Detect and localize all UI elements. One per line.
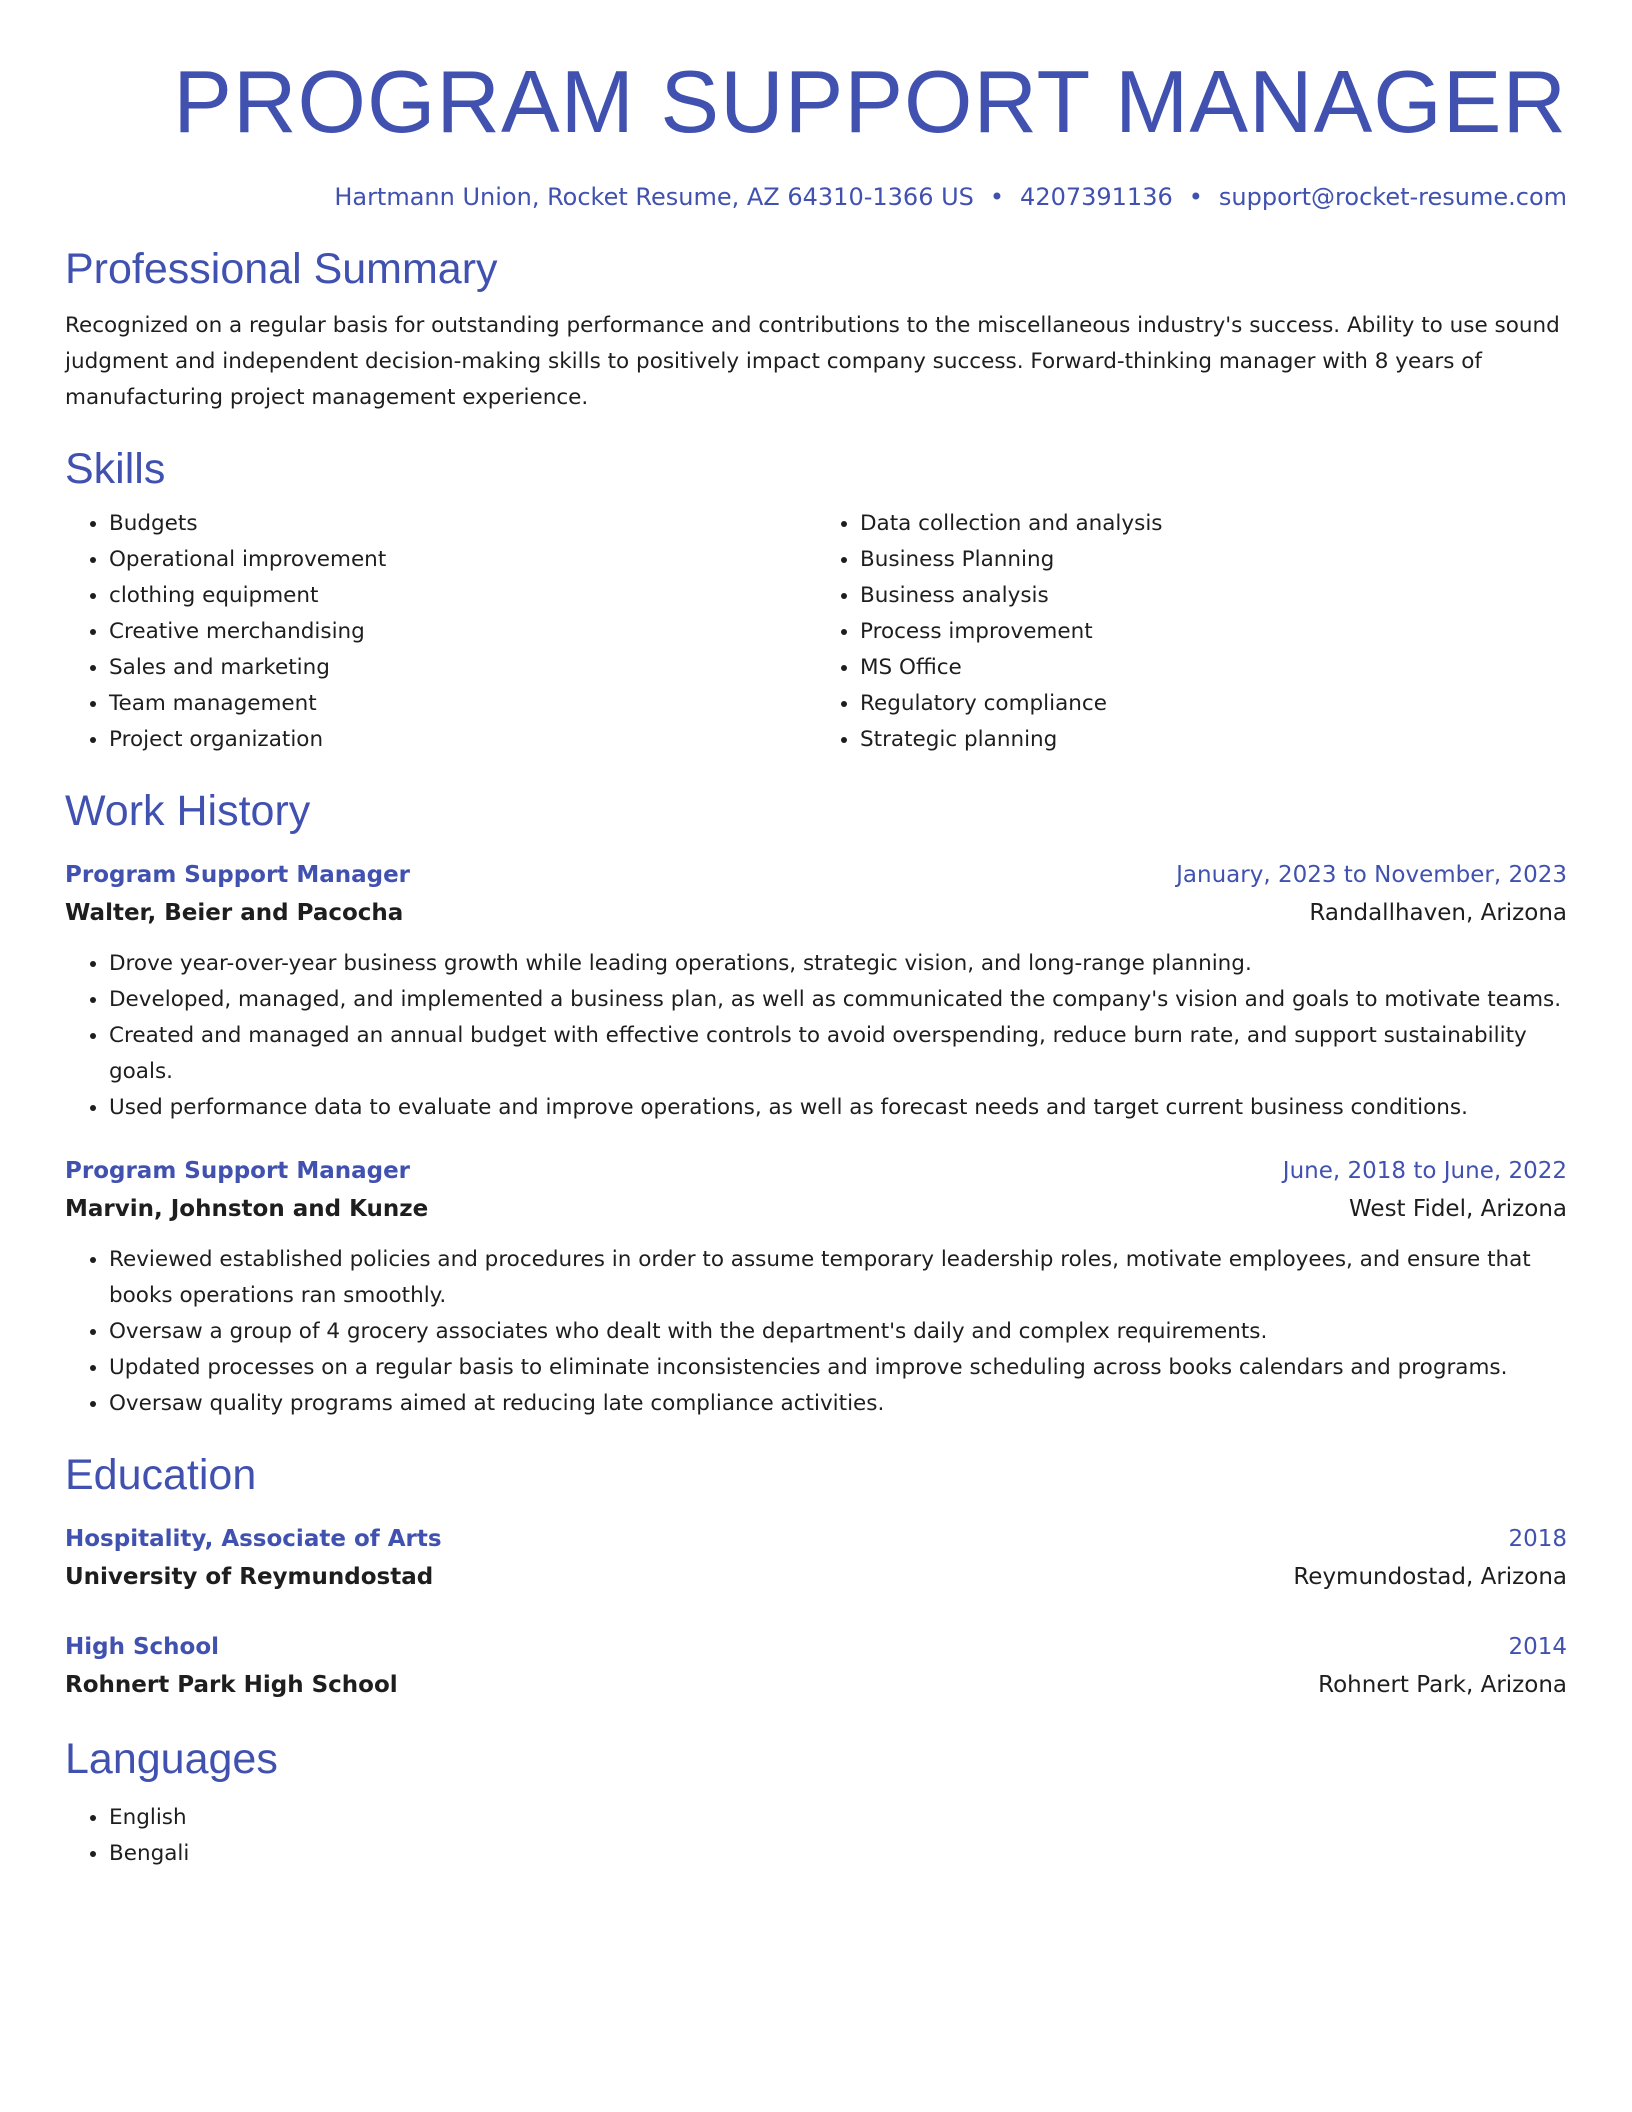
- job-bullet: • Developed, managed, and implemented a business plan, as well as communicated the company's vision and goals to motivate teams.: [109, 982, 1567, 1018]
- education-year: 2018: [1508, 1526, 1567, 1552]
- skill-item: • Budgets: [109, 506, 816, 542]
- job-bullet: • Created and managed an annual budget with effective controls to avoid overspending, reduce burn rate, and support sustainability goals.: [109, 1018, 1567, 1090]
- languages-list: [65, 1800, 1567, 1872]
- skills-column-left: [65, 506, 816, 758]
- job-company-row: [65, 894, 1567, 932]
- skill-item: • Project organization: [109, 722, 816, 758]
- education-heading: Education: [65, 1451, 257, 1499]
- job-location: Randallhaven, Arizona: [1309, 900, 1567, 926]
- job-dates: January, 2023 to November, 2023: [1176, 862, 1567, 888]
- education-school-row: [65, 1666, 1567, 1704]
- skill-item: • Process improvement: [860, 614, 1567, 650]
- job-company: Walter, Beier and Pacocha: [65, 900, 404, 926]
- job-bullet: • Reviewed established policies and procedures in order to assume temporary leadership roles, motivate employees, and ensure that books operations ran smoothly.: [109, 1242, 1567, 1314]
- job-role: Program Support Manager: [65, 862, 411, 888]
- education-degree: High School: [65, 1634, 220, 1660]
- skill-item: • Creative merchandising: [109, 614, 816, 650]
- skill-item: • Business Planning: [860, 542, 1567, 578]
- education-header-row: [65, 1520, 1567, 1558]
- education-degree: Hospitality, Associate of Arts: [65, 1526, 442, 1552]
- education-school: University of Reymundostad: [65, 1564, 434, 1590]
- skill-item: • Regulatory compliance: [860, 686, 1567, 722]
- skills-column-right: [816, 506, 1567, 758]
- contact-line: [65, 182, 1567, 212]
- skill-item: • Business analysis: [860, 578, 1567, 614]
- contact-email: support@rocket-resume.com: [1218, 183, 1567, 211]
- skill-item: • Sales and marketing: [109, 650, 816, 686]
- job-bullets: [65, 946, 1567, 1126]
- job-bullet: • Used performance data to evaluate and improve operations, as well as forecast needs and target current business conditions.: [109, 1090, 1567, 1126]
- job-role: Program Support Manager: [65, 1158, 411, 1184]
- skills-heading: Skills: [65, 445, 166, 493]
- skill-item: • Team management: [109, 686, 816, 722]
- summary-heading: Professional Summary: [65, 245, 498, 293]
- education-school: Rohnert Park High School: [65, 1672, 398, 1698]
- resume-title: PROGRAM SUPPORT MANAGER: [173, 52, 1567, 151]
- skill-item: • MS Office: [860, 650, 1567, 686]
- education-school-row: [65, 1558, 1567, 1596]
- education-year: 2014: [1508, 1634, 1567, 1660]
- job-bullet: • Oversaw a group of 4 grocery associates who dealt with the department's daily and complex requirements.: [109, 1314, 1567, 1350]
- summary-text: Recognized on a regular basis for outstanding performance and contributions to the miscellaneous industry's success. Ability to use sound judgment and independent decision-making skills to positively impact company success. Forward-thinking manager with 8 years of manufacturing project management experience.: [65, 313, 1560, 410]
- education-location: Reymundostad, Arizona: [1293, 1564, 1567, 1590]
- job-bullets: [65, 1242, 1567, 1422]
- language-item: • Bengali: [109, 1836, 1567, 1872]
- contact-separator: •: [1188, 183, 1203, 211]
- work-history-heading: Work History: [65, 787, 311, 835]
- skill-item: • Data collection and analysis: [860, 506, 1567, 542]
- job-bullet: • Updated processes on a regular basis to eliminate inconsistencies and improve scheduling across books calendars and programs.: [109, 1350, 1567, 1386]
- job-location: West Fidel, Arizona: [1349, 1196, 1567, 1222]
- job-entry: [65, 856, 1567, 1126]
- education-header-row: [65, 1628, 1567, 1666]
- skill-item: • Strategic planning: [860, 722, 1567, 758]
- contact-phone: 4207391136: [1020, 183, 1173, 211]
- job-entry: [65, 1152, 1567, 1422]
- job-company-row: [65, 1190, 1567, 1228]
- skill-item: • Operational improvement: [109, 542, 816, 578]
- job-bullet: • Oversaw quality programs aimed at reducing late compliance activities.: [109, 1386, 1567, 1422]
- skills-list: [65, 506, 1567, 758]
- education-entry: [65, 1628, 1567, 1704]
- contact-address: Hartmann Union, Rocket Resume, AZ 64310-1366 US: [334, 183, 974, 211]
- job-company: Marvin, Johnston and Kunze: [65, 1196, 429, 1222]
- job-header-row: [65, 856, 1567, 894]
- language-item: • English: [109, 1800, 1567, 1836]
- job-bullet: • Drove year-over-year business growth while leading operations, strategic vision, and long-range planning.: [109, 946, 1567, 982]
- education-location: Rohnert Park, Arizona: [1318, 1672, 1567, 1698]
- job-dates: June, 2018 to June, 2022: [1282, 1158, 1567, 1184]
- education-entry: [65, 1520, 1567, 1596]
- languages-heading: Languages: [65, 1735, 278, 1783]
- skill-item: • clothing equipment: [109, 578, 816, 614]
- job-header-row: [65, 1152, 1567, 1190]
- contact-separator: •: [989, 183, 1005, 211]
